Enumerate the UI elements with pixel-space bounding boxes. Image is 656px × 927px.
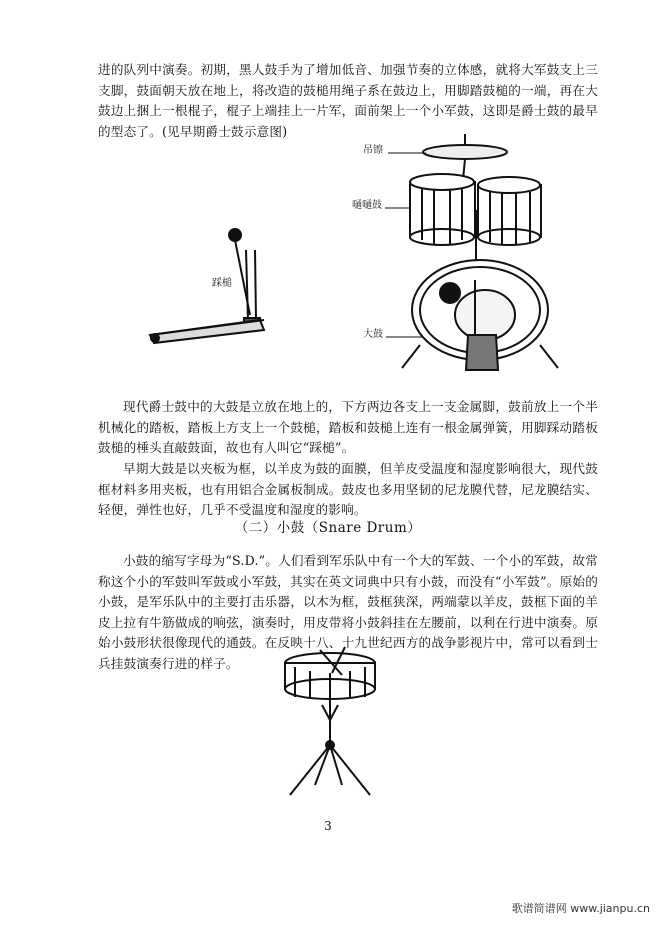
paragraph-intro: 进的队列中演奏。初期，黑人鼓手为了增加低音、加强节奏的立体感，就将大军鼓支上三支脚，鼓面朝天放在地上，将改造的鼓槌用绳子系在鼓边上，用脚踏鼓槌的一端，再在大鼓边上捆上一根棍子，棍子上端挂上一片军，面前架上一个小军鼓，这即是爵士鼓的最早的型态了。(见早期爵士鼓示意图) bbox=[98, 62, 598, 139]
bass-drum-pedal-drawing bbox=[150, 229, 264, 343]
paragraph-snare-drum: 小鼓的缩写字母为“S.D.”。人们看到军乐队中有一个大的军鼓、一个小的军鼓，故常称这个小的军鼓叫军鼓或小军鼓，其实在英文词典中只有小鼓，而没有“小军鼓”。原始的小鼓，是军乐队中的主要打击乐器，以木为框，鼓框狭深，两端蒙以羊皮，鼓框下面的羊皮上拉有牛筋做成的响弦，演奏时，用皮带将小鼓斜挂在左腰前，以利在行进中演奏。原始小鼓形状很像现代的通鼓。在反映十八、十九世纪西方的战争影视片中，常可以看到士兵挂鼓演奏行进的样子。 bbox=[98, 553, 598, 671]
section-heading-snare: （二）小鼓（Snare Drum） bbox=[234, 520, 422, 536]
leader-line-tom bbox=[385, 205, 415, 215]
site-watermark: 歌谱简谱网 www.jianpu.cn bbox=[511, 902, 650, 915]
leader-line-bass-drum bbox=[386, 334, 426, 344]
page-number: 3 bbox=[324, 819, 332, 833]
leader-line-cymbal bbox=[388, 150, 428, 160]
tom-drum-right-drawing bbox=[476, 177, 541, 260]
label-cymbal: 吊镲 bbox=[363, 145, 383, 156]
paragraph-drum-materials: 早期大鼓是以夹板为框，以羊皮为鼓的面膜，但羊皮受温度和湿度影响很大，现代鼓框材料多用夹板，也有用铝合金属板制成。鼓皮也多用坚韧的尼龙膜代替，尼龙膜结实、轻便，弹性也好，几乎不受温度和湿度的影响。 bbox=[98, 461, 598, 518]
label-pedal: 踩槌 bbox=[212, 278, 232, 289]
bass-drum-drawing bbox=[402, 260, 558, 370]
drum-kit-illustration bbox=[140, 130, 560, 380]
label-bass-drum: 大鼓 bbox=[363, 329, 383, 340]
tom-drum-left-drawing bbox=[410, 174, 475, 245]
snare-drum-illustration bbox=[270, 645, 390, 805]
paragraph-modern-bass-drum: 现代爵士鼓中的大鼓是立放在地上的，下方两边各支上一支金属脚，鼓前放上一个半机械化的踏板，踏板上方支上一个鼓槌，踏板和鼓槌上连有一根金属弹簧，用脚踩动踏板鼓槌的棰头直敲鼓面，故也有人叫它“踩槌”。 bbox=[98, 399, 598, 456]
label-tom: 嗵嗵鼓 bbox=[352, 200, 382, 211]
